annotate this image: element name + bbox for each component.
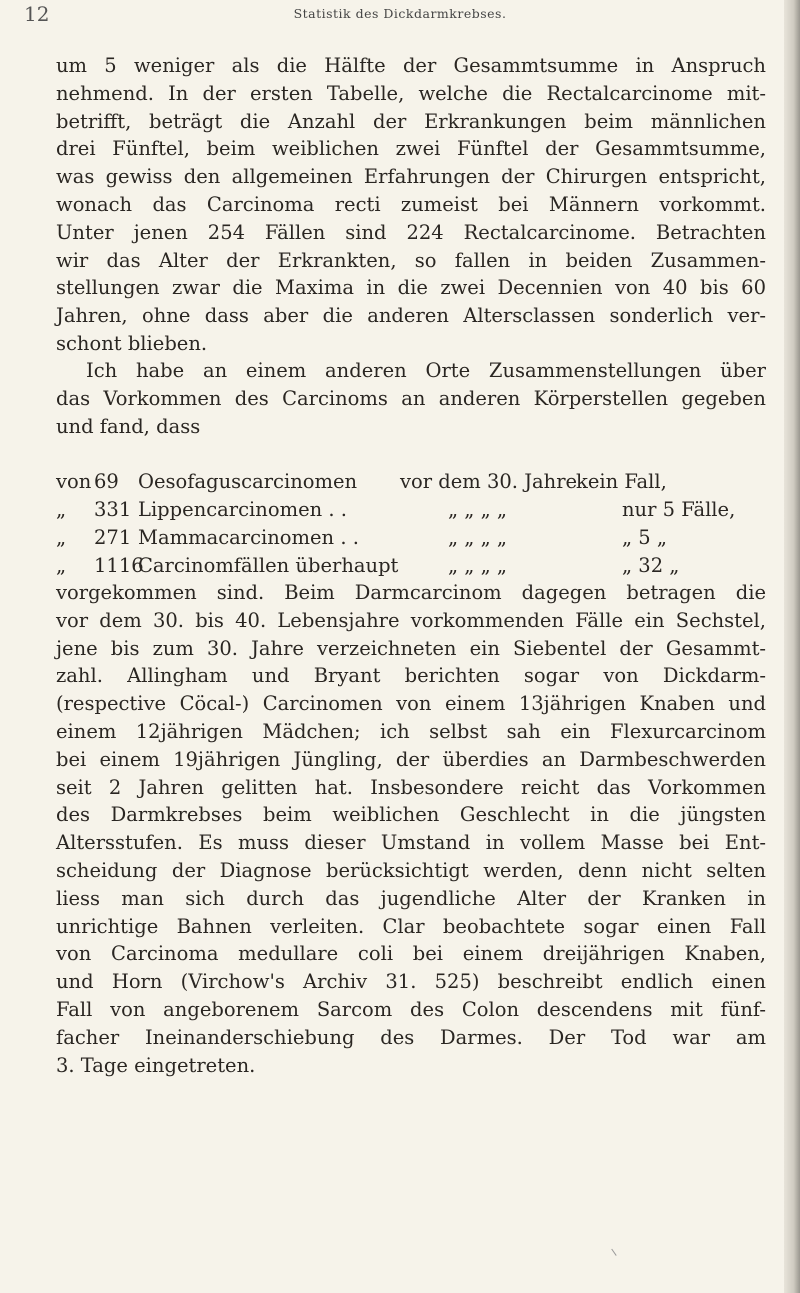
row-result: „ 32 „ bbox=[622, 554, 680, 577]
text-line: um 5 weniger als die Hälfte der Gesammtsumme in Anspruch bbox=[56, 54, 766, 77]
row-reference: „ „ „ „ bbox=[448, 554, 508, 577]
statistics-row bbox=[56, 468, 766, 496]
row-label: Carcinomfällen überhaupt bbox=[138, 554, 399, 577]
text-line: 3. Tage eingetreten. bbox=[56, 1053, 256, 1077]
text-line: (respective Cöcal-) Carcinomen von einem 13jährigen Knaben und bbox=[56, 692, 766, 716]
text-line: scheidung der Diagnose berücksichtigt werden, denn nicht selten bbox=[56, 858, 766, 882]
row-result: „ 5 „ bbox=[622, 526, 668, 549]
text-line: betrifft, beträgt die Anzahl der Erkrankungen beim männlichen bbox=[56, 109, 766, 133]
text-line: und fand, dass bbox=[56, 414, 201, 438]
text-line: das Vorkommen des Carcinoms an anderen Körperstellen gegeben bbox=[56, 386, 766, 410]
row-label: Lippencarcinomen . . bbox=[138, 498, 347, 521]
text-line: einem 12jährigen Mädchen; ich selbst sah ein Flexurcarcinom bbox=[56, 719, 766, 743]
text-line: zahl. Allingham und Bryant berichten sogar von Dickdarm- bbox=[56, 664, 766, 688]
row-prefix: von bbox=[56, 470, 92, 493]
page-number: 12 bbox=[24, 2, 50, 26]
row-reference: vor dem 30. Jahre bbox=[400, 470, 578, 493]
statistics-row bbox=[56, 496, 766, 524]
text-line: und Horn (Virchow's Archiv 31. 525) beschreibt endlich einen bbox=[56, 970, 766, 994]
row-reference: „ „ „ „ bbox=[448, 498, 508, 521]
row-prefix: „ bbox=[56, 554, 67, 577]
text-line: wonach das Carcinoma recti zumeist bei Männern vorkommt. bbox=[56, 192, 766, 216]
text-line: bei einem 19jährigen Jüngling, der überdies an Darmbeschwerden bbox=[56, 747, 766, 771]
row-result: nur 5 Fälle, bbox=[622, 498, 736, 521]
page-edge bbox=[784, 0, 800, 1293]
scan-mark bbox=[606, 1249, 616, 1260]
running-title: Statistik des Dickdarmkrebses. bbox=[293, 6, 507, 21]
statistics-row bbox=[56, 552, 766, 580]
text-line: drei Fünftel, beim weiblichen zwei Fünftel der Gesammtsumme, bbox=[56, 137, 766, 161]
text-line: vorgekommen sind. Beim Darmcarcinom dagegen betragen die bbox=[56, 581, 766, 604]
text-line: was gewiss den allgemeinen Erfahrungen der Chirurgen entspricht, bbox=[56, 165, 766, 189]
paragraph-2 bbox=[56, 357, 766, 440]
row-count: 69 bbox=[94, 470, 119, 493]
text-line: Unter jenen 254 Fällen sind 224 Rectalcarcinome. Betrachten bbox=[56, 220, 766, 244]
paragraph-1 bbox=[56, 52, 766, 358]
row-count: 271 bbox=[94, 526, 132, 549]
text-line: nehmend. In der ersten Tabelle, welche die Rectalcarcinome mit- bbox=[56, 81, 766, 105]
text-line: facher Ineinanderschiebung des Darmes. Der Tod war am bbox=[56, 1025, 766, 1049]
text-line: von Carcinoma medullare coli bei einem dreijährigen Knaben, bbox=[56, 942, 766, 966]
text-line: jene bis zum 30. Jahre verzeichneten ein Siebentel der Gesammt- bbox=[56, 636, 766, 660]
row-reference: „ „ „ „ bbox=[448, 526, 508, 549]
text-line: Fall von angeborenem Sarcom des Colon descendens mit fünf- bbox=[56, 997, 766, 1021]
row-label: Mammacarcinomen . . bbox=[138, 526, 359, 549]
text-line: vor dem 30. bis 40. Lebensjahre vorkommenden Fälle ein Sechstel, bbox=[56, 608, 766, 632]
statistics-row bbox=[56, 524, 766, 552]
page-header bbox=[0, 0, 800, 34]
row-count: 331 bbox=[94, 498, 132, 521]
text-line: Altersstufen. Es muss dieser Umstand in vollem Masse bei Ent- bbox=[56, 831, 766, 855]
text-line: wir das Alter der Erkrankten, so fallen in beiden Zusammen- bbox=[56, 248, 766, 272]
text-line: unrichtige Bahnen verleiten. Clar beobachtete sogar einen Fall bbox=[56, 914, 766, 938]
text-line: des Darmkrebses beim weiblichen Geschlecht in die jüngsten bbox=[56, 803, 766, 827]
row-label: Oesofaguscarcinomen bbox=[138, 470, 358, 493]
text-line: stellungen zwar die Maxima in die zwei Decennien von 40 bis 60 bbox=[56, 276, 766, 300]
row-result: kein Fall, bbox=[576, 470, 667, 493]
text-line: seit 2 Jahren gelitten hat. Insbesondere reicht das Vorkommen bbox=[56, 775, 766, 799]
row-prefix: „ bbox=[56, 498, 67, 521]
paragraph-3 bbox=[56, 579, 766, 1079]
row-prefix: „ bbox=[56, 526, 67, 549]
text-line: liess man sich durch das jugendliche Alter der Kranken in bbox=[56, 886, 766, 910]
statistics-table bbox=[56, 468, 766, 580]
text-line: Ich habe an einem anderen Orte Zusammenstellungen über bbox=[86, 359, 766, 382]
text-line: Jahren, ohne dass aber die anderen Altersclassen sonderlich ver- bbox=[56, 304, 766, 328]
row-count: 1116 bbox=[94, 554, 144, 577]
text-line: schont blieben. bbox=[56, 331, 208, 355]
